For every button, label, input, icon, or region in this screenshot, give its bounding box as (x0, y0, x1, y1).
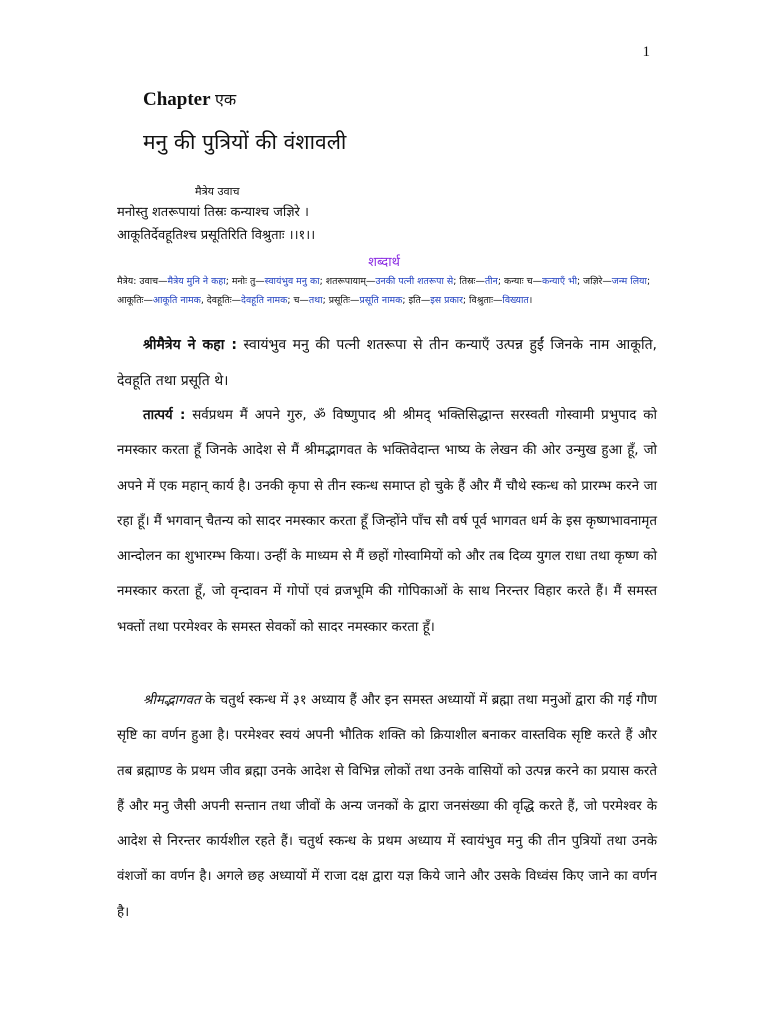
purport-text-2: के चतुर्थ स्कन्ध में ३१ अध्याय हैं और इन समस्त अध्यायों में ब्रह्मा तथा मनुओं द्वारा की गई गौण सृष्टि का वर्णन हुआ है। परमेश्वर स्वयं अपनी भौतिक शक्ति को क्रियाशील बनाकर वास्तविक सृष्टि करते हैं और तब ब्रह्माण्ड के प्रथम जीव ब्रह्मा उनके आदेश से विभिन्न लोकों तथा उनके वासियों को उत्पन्न करने का प्रयास करते हैं और मनु जैसी अपनी सन्तान तथा जीवों के अन्य जनकों के द्वारा जनसंख्या की वृद्धि करते हैं, जो परमेश्वर के आदेश से निरन्तर कार्यशील रहते हैं। चतुर्थ स्कन्ध के प्रथम अध्याय में स्वायंभुव मनु की तीन पुत्रियों तथा उनके वंशजों का वर्णन है। अगले छह अध्यायों में राजा दक्ष द्वारा यज्ञ किये जाने और उसके विध्वंस किए जाने का वर्णन है। (117, 693, 657, 920)
synonym-word: ; आकूतिः— (117, 276, 651, 306)
synonym-meaning: उनकी पत्नी शतरूपा से (375, 276, 454, 287)
synonym-meaning: प्रसूति नामक (359, 295, 403, 306)
synonym-meaning: कन्याएँ भी (541, 276, 577, 287)
synonym-word: ; च— (287, 295, 309, 306)
chapter-word: Chapter (143, 89, 211, 110)
purport-paragraph-1 (117, 398, 657, 645)
purport-paragraph-2 (117, 683, 657, 930)
synonym-word: ; कन्याः च— (497, 276, 542, 287)
chapter-label (143, 88, 236, 111)
chapter-title: मनु की पुत्रियों की वंशावली (143, 130, 347, 154)
verse-line-2: आकूतिर्देवहूतिश्च प्रसूतिरिति विश्रुताः ।।१।। (117, 228, 316, 243)
synonym-word: ; तिस्रः— (453, 276, 485, 287)
synonym-word: ; विश्रुताः— (462, 295, 503, 306)
synonym-end: । (528, 295, 533, 306)
synonym-meaning: देवहूति नामक (240, 295, 288, 306)
translation-text: स्वायंभुव मनु की पत्नी शतरूपा से तीन कन्याएँ उत्पन्न हुईं जिनके नाम आकूति, देवहूति तथा प्रसूति थे। (117, 337, 658, 389)
chapter-number: एक (214, 90, 237, 109)
synonym-meaning: इस प्रकार (430, 295, 463, 306)
synonym-word: ; जज्ञिरे— (577, 276, 612, 287)
translation (117, 327, 657, 399)
verse-line-1: मनोस्तु शतरूपायां तिस्रः कन्याश्च जज्ञिरे । (117, 205, 309, 220)
synonym-meaning: विख्यात (502, 295, 529, 306)
translation-label: श्रीमैत्रेय ने कहा : (143, 337, 237, 353)
purport-text-1: सर्वप्रथम मैं अपने गुरु, ॐ विष्णुपाद श्री श्रीमद् भक्तिसिद्धान्त सरस्वती गोस्वामी प्रभुपाद को नमस्कार करता हूँ जिनके आदेश से मैं श्रीमद्भागवत के भक्तिवेदान्त भाष्य के लेखन की ओर उन्मुख हुआ हूँ, जो अपने में एक महान् कार्य है। उनकी कृपा से तीन स्कन्ध समाप्त हो चुके हैं और मैं चौथे स्कन्ध को प्रारम्भ करने जा रहा हूँ। मैं भगवान् चैतन्य को सादर नमस्कार करता हूँ जिन्होंने पाँच सौ वर्ष पूर्व भागवत धर्म के इस कृष्णभावनामृत आन्दोलन का शुभारम्भ किया। उन्हीं के माध्यम से मैं छहों गोस्वामियों को और तब दिव्य युगल राधा तथा कृष्ण को नमस्कार करता हूँ, जो वृन्दावन में गोपों एवं व्रजभूमि की गोपिकाओं के साथ निरन्तर विहार करते हैं। मैं समस्त भक्तों तथा परमेश्वर के समस्त सेवकों को सादर नमस्कार करता हूँ। (117, 408, 658, 635)
synonym-meaning: आकूति नामक (152, 295, 201, 306)
purport-label: तात्पर्य : (143, 408, 186, 423)
synonym-word: , देवहूतिः— (200, 295, 241, 306)
synonym-word: ; प्रसूतिः— (322, 295, 360, 306)
verse-speaker: मैत्रेय उवाच (195, 185, 240, 198)
synonym-meaning: जन्म लिया (611, 276, 647, 287)
book-title: श्रीमद्भागवत (143, 693, 201, 708)
synonyms-block (117, 272, 657, 310)
synonym-word: ; इति— (402, 295, 431, 306)
synonym-word: ; शतरूपायाम्— (319, 276, 376, 287)
synonym-meaning: मैत्रेय मुनि ने कहा (167, 276, 226, 287)
page-number: 1 (642, 44, 650, 60)
synonym-word: ; मनोः तु— (225, 276, 265, 287)
synonym-meaning: तथा (308, 295, 323, 306)
synonyms-heading: शब्दार्थ (368, 255, 400, 270)
synonym-meaning: तीन (484, 276, 498, 287)
synonym-meaning: स्वायंभुव मनु का (264, 276, 320, 287)
synonym-word: मैत्रेय: उवाच— (117, 276, 168, 287)
